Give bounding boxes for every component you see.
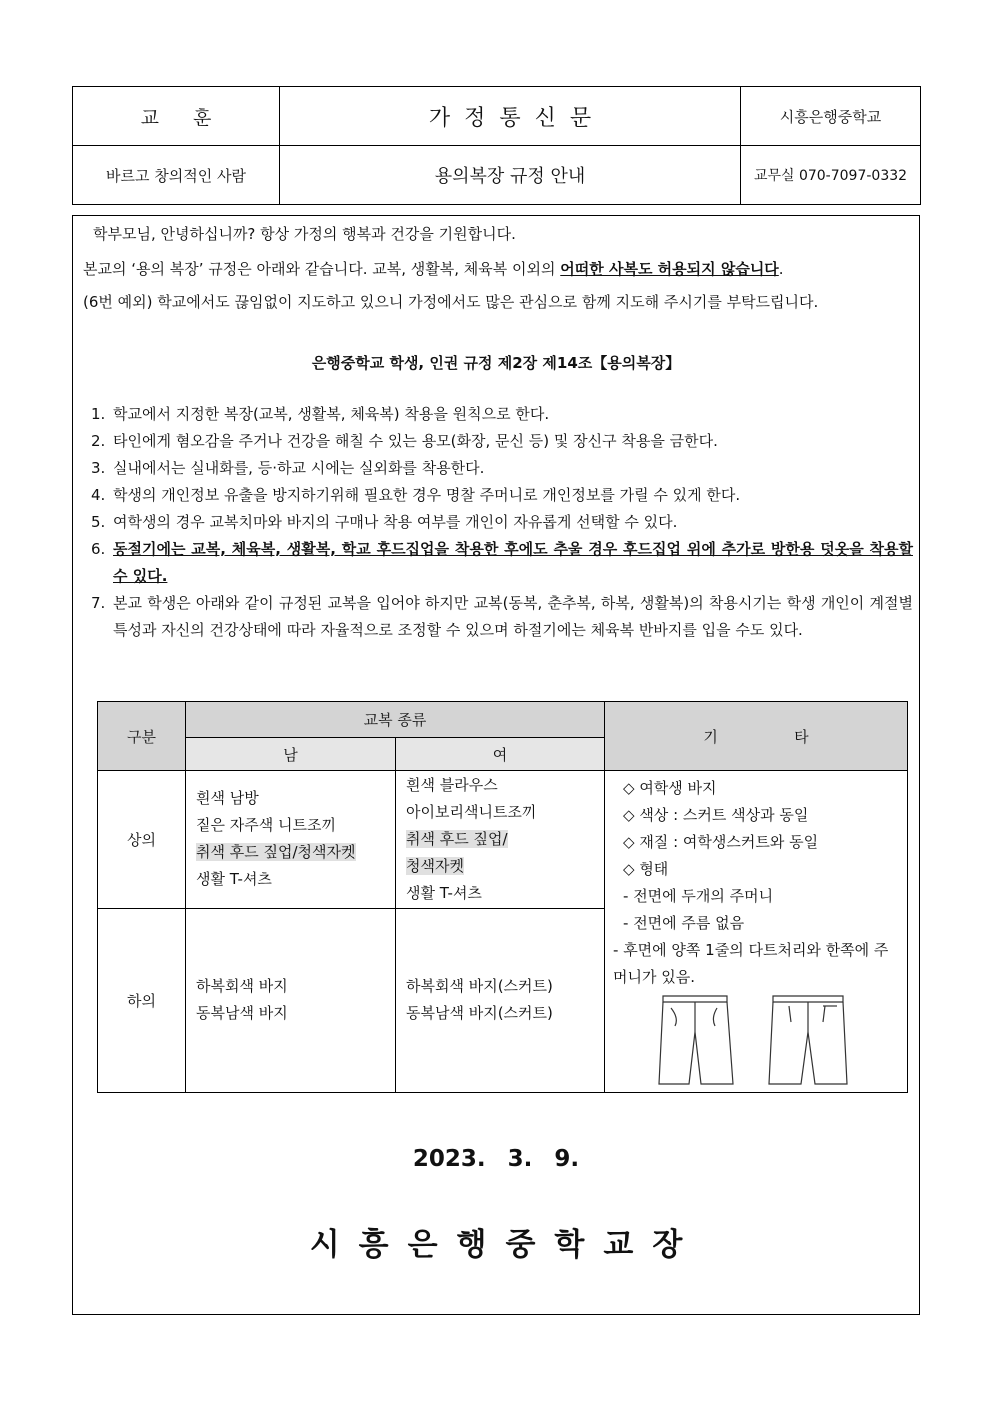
- bottom-male-list: [186, 908, 396, 1093]
- note-line: ◇ 재질 : 여학생스커트와 동일: [623, 833, 819, 852]
- list-item: 생활 T-셔츠: [196, 870, 272, 889]
- list-item: 동복남색 바지: [196, 1004, 288, 1023]
- rule-text: 학생의 개인정보 유출을 방지하기위해 필요한 경우 명찰 주머니로 개인정보를 가릴 수 있게 한다.: [113, 486, 741, 504]
- main-content: [72, 215, 920, 1315]
- rule-number: 6.: [91, 540, 106, 558]
- note-line: - 전면에 두개의 주머니: [623, 887, 774, 906]
- regulation-title: 은행중학교 학생, 인권 규정 제2장 제14조【용의복장】: [311, 354, 681, 372]
- header-etc: 기 타: [605, 702, 908, 771]
- rule-item: [91, 509, 913, 536]
- note-line: ◇ 여학생 바지: [623, 779, 717, 798]
- notes-cell: [605, 771, 908, 1093]
- issue-date: 2023. 3. 9.: [412, 1146, 580, 1172]
- notes-list: [605, 771, 907, 991]
- rule-number: 5.: [91, 513, 106, 531]
- top-female-list: [396, 771, 605, 908]
- list-item: 동복남색 바지(스커트): [406, 1004, 553, 1023]
- list-item: 짙은 자주색 니트조끼: [196, 816, 336, 835]
- rule-text: 동절기에는 교복, 체육복, 생활복, 학교 후드집업을 착용한 후에도 추울 경우 후드집업 위에 추가로 방한용 덧옷을 착용할 수 있다.: [113, 540, 913, 585]
- rule-number: 2.: [91, 432, 106, 450]
- list-item: 하복회색 바지(스커트): [406, 977, 553, 996]
- school-name: 시흥은행중학교: [741, 87, 921, 146]
- rule-text: 실내에서는 실내화를, 등·하교 시에는 실외화를 착용한다.: [113, 459, 485, 477]
- header-table: [72, 86, 921, 205]
- office-phone: 교무실 070-7097-0332: [741, 146, 921, 205]
- pants-sketch-icon: [655, 992, 865, 1088]
- document-subtitle: 용의복장 규정 안내: [280, 146, 741, 205]
- intro-rule-emphasis: 어떠한 사복도 허용되지 않습니다: [560, 260, 779, 278]
- intro-rule-text: 본교의 ‘용의 복장’ 규정은 아래와 같습니다. 교복, 생활복, 체육복 이외의: [83, 260, 556, 278]
- rule-text: 학교에서 지정한 복장(교복, 생활복, 체육복) 착용을 원칙으로 한다.: [113, 405, 550, 423]
- rule-item: [91, 455, 913, 482]
- list-item: [406, 853, 604, 880]
- list-item: [406, 826, 604, 853]
- uniform-table: [97, 701, 908, 1093]
- rule-item: [91, 482, 913, 509]
- intro-request: (6번 예외) 학교에서도 끊임없이 지도하고 있으니 가정에서도 많은 관심으로 함께 지도해 주시기를 부탁드립니다.: [83, 293, 819, 311]
- note-line: ◇ 형태: [623, 860, 669, 879]
- motto-label: 교훈: [73, 87, 280, 146]
- highlighted-item: 취색 후드 짚업/: [406, 829, 508, 848]
- header-category: 구분: [98, 702, 186, 771]
- rule-item: [91, 428, 913, 455]
- rule-text: 타인에게 혐오감을 주거나 건강을 해칠 수 있는 용모(화장, 문신 등) 및 장신구 착용을 금한다.: [113, 432, 718, 450]
- header-uniform-types: 교복 종류: [186, 702, 605, 738]
- list-item: 아이보리색니트조끼: [406, 802, 537, 821]
- rule-number: 4.: [91, 486, 106, 504]
- principal-signature: 시흥은행중학교장: [309, 1227, 702, 1263]
- row-label-bottom: 하의: [98, 908, 186, 1093]
- intro-rule-statement: [83, 258, 784, 279]
- rule-text: 본교 학생은 아래와 같이 규정된 교복을 입어야 하지만 교복(동복, 춘추복, 하복, 생활복)의 착용시기는 학생 개인이 계절별 특성과 자신의 건강상태에 따라 자율적으로 조정할 수 있으며 하절기에는 체육복 반바지를 입을 수도 있다.: [113, 594, 913, 639]
- bottom-female-list: [396, 908, 605, 1093]
- rule-text: 여학생의 경우 교복치마와 바지의 구매나 착용 여부를 개인이 자유롭게 선택할 수 있다.: [113, 513, 678, 531]
- rule-item: [91, 401, 913, 428]
- highlighted-item: 청색자켓: [406, 856, 464, 875]
- list-item: [196, 839, 395, 866]
- intro-rule-period: .: [778, 260, 784, 278]
- highlighted-item: 취색 후드 짚업/청색자켓: [196, 843, 356, 862]
- header-male: 남: [186, 738, 396, 771]
- list-item: 생활 T-셔츠: [406, 883, 482, 902]
- header-female: 여: [396, 738, 605, 771]
- school-motto: 바르고 창의적인 사람: [73, 146, 280, 205]
- top-male-list: [186, 771, 396, 908]
- rule-number: 7.: [91, 594, 106, 612]
- list-item: 흰색 블라우스: [406, 775, 498, 794]
- note-line: - 전면에 주름 없음: [623, 914, 745, 933]
- note-line: - 후면에 양쪽 1줄의 다트처리와 한쪽에 주머니가 있음.: [613, 941, 889, 987]
- list-item: 흰색 남방: [196, 789, 259, 808]
- rule-item: [91, 590, 913, 644]
- rule-number: 3.: [91, 459, 106, 477]
- rule-number: 1.: [91, 405, 106, 423]
- intro-greeting: 학부모님, 안녕하십니까? 항상 가정의 행복과 건강을 기원합니다.: [93, 225, 516, 243]
- note-line: ◇ 색상 : 스커트 색상과 동일: [623, 806, 809, 825]
- list-item: 하복회색 바지: [196, 977, 288, 996]
- row-label-top: 상의: [98, 771, 186, 908]
- document-title: 가정통신문: [280, 87, 741, 146]
- rule-item-emphasis: [91, 536, 913, 590]
